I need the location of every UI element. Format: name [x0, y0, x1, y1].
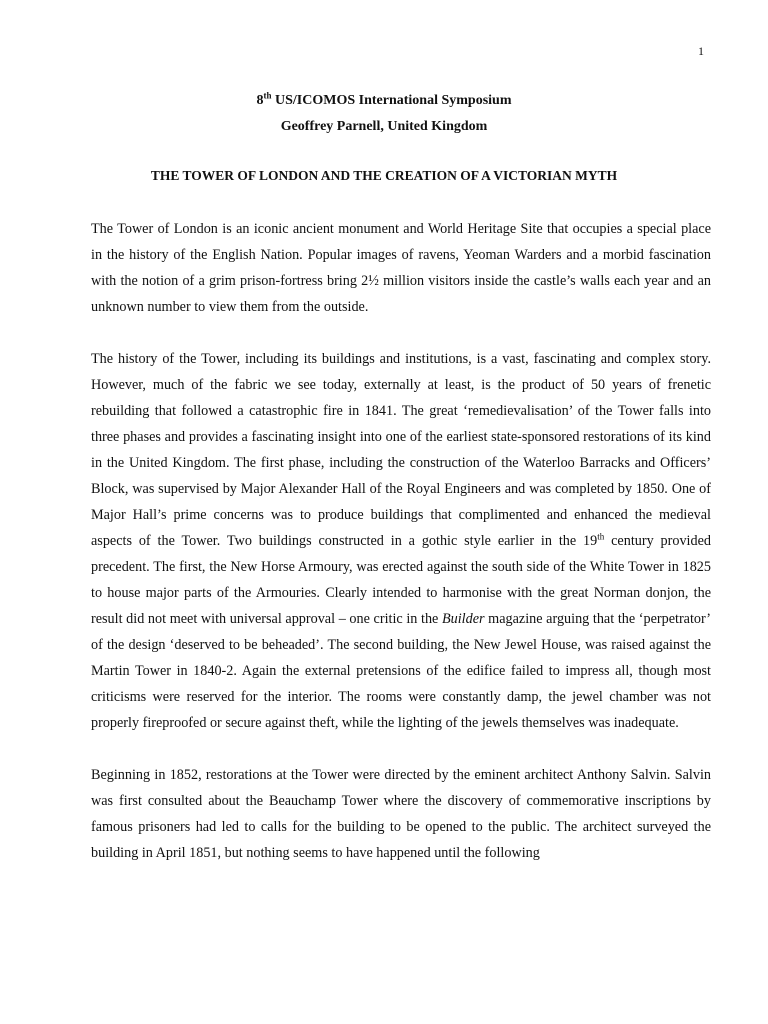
paragraph-2-part-a: The history of the Tower, including its buildings and institutions, is a vast, fascinating and complex story. However, much of the fabric we see today, externally at least, is the product of 50 years of frenetic rebuilding that followed a catastrophic fire in 1841. The great ‘remedievalisation’ of the Tower falls into three phases and provides a fascinating insight into one of the earliest state-sponsored restorations of its kind in the United Kingdom. The first phase, including the construction of the Waterloo Barracks and Officers’ Block, was supervised by Major Alexander Hall of the Royal Engineers and was completed by 1850. One of Major Hall’s prime concerns was to produce buildings that complimented and enhanced the medieval aspects of the Tower. Two buildings constructed in a gothic style earlier in the 19	[91, 351, 711, 549]
symposium-name: US/ICOMOS International Symposium	[271, 93, 512, 108]
paragraph-2-part-b: century provided precedent. The first, the New Horse Armoury, was erected against the south side of the White Tower in 1825 to house major parts of the Armouries. Clearly intended to harmonise with the great Norman donjon, the result did not meet with universal approval – one critic in the	[91, 533, 711, 627]
document-header	[0, 88, 768, 140]
body-text	[91, 216, 711, 892]
paragraph-2-part-c: magazine arguing that the ‘perpetrator’ of the design ‘deserved to be beheaded’. The second building, the New Jewel House, was raised against the Martin Tower in 1840-2. Again the external pretensions of the edifice failed to impress all, though most criticisms were reserved for the interior. The rooms were constantly damp, the jewel chamber was not properly fireproofed or secure against theft, while the lighting of the jewels themselves was inadequate.	[91, 611, 711, 731]
paragraph-2-superscript: th	[597, 531, 605, 542]
paper-title: THE TOWER OF LONDON AND THE CREATION OF A VICTORIAN MYTH	[150, 168, 618, 183]
symposium-ordinal-suffix: th	[263, 90, 272, 101]
paragraph-2	[91, 346, 711, 736]
author-line: Geoffrey Parnell, United Kingdom	[280, 119, 488, 134]
symposium-ordinal: 8	[256, 93, 264, 108]
paragraph-3: Beginning in 1852, restorations at the Tower were directed by the eminent architect Anthony Salvin. Salvin was first consulted about the Beauchamp Tower where the discovery of commemorative inscriptions by famous prisoners had led to calls for the building to be opened to the public. The architect surveyed the building in April 1851, but nothing seems to have happened until the following	[91, 767, 711, 861]
paragraph-1: The Tower of London is an iconic ancient monument and World Heritage Site that occupies a special place in the history of the English Nation. Popular images of ravens, Yeoman Warders and a morbid fascination with the notion of a grim prison-fortress bring 2½ million visitors inside the castle’s walls each year and an unknown number to view them from the outside.	[91, 221, 711, 315]
symposium-line	[0, 88, 768, 114]
builder-magazine-title: Builder	[441, 611, 485, 627]
page-number: 1	[698, 44, 704, 58]
